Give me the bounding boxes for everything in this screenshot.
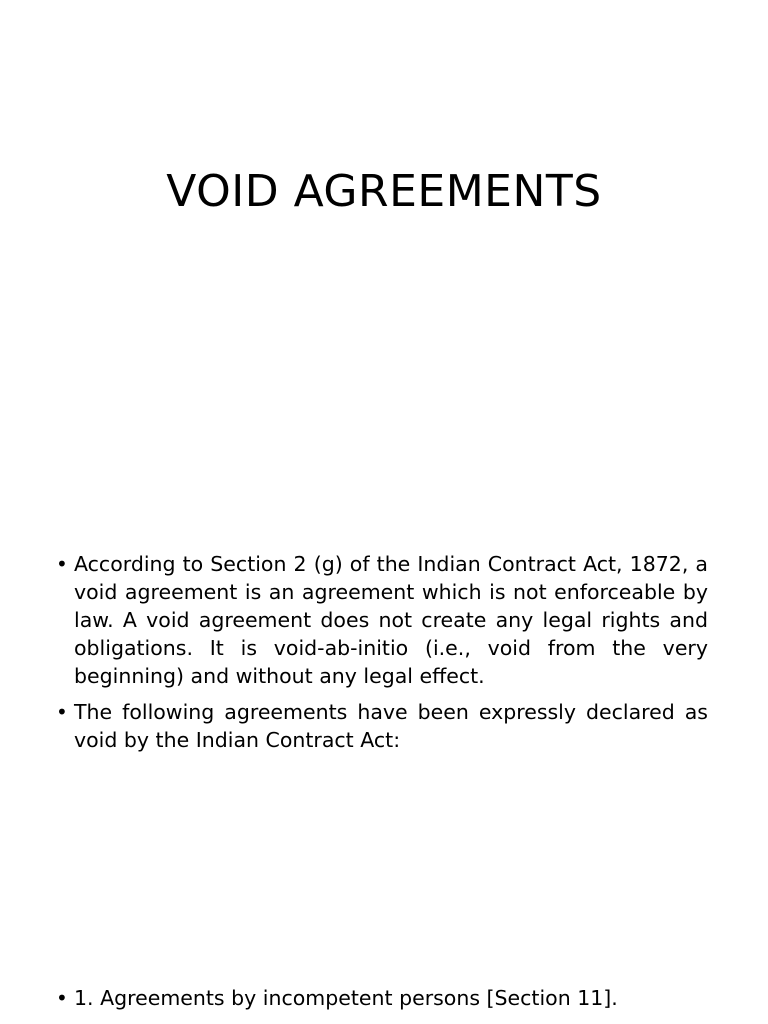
bullet-item: [56, 698, 708, 754]
bullet-dot-icon: •: [56, 700, 68, 724]
slide-content: [0, 512, 768, 1024]
bullet-item: [56, 984, 708, 1012]
bullet-list: [56, 550, 708, 762]
bullet-text: According to Section 2 (g) of the Indian Contract Act, 1872, a void agreement is an agreement which is not enforceable by law. A void agreement does not create any legal rights and obligations. It is void-ab-initio (i.e., void from the very beginning) and without any legal effect.: [74, 552, 708, 688]
bullet-text: The following agreements have been expressly declared as void by the Indian Contract Act:: [74, 700, 708, 752]
slide-title-heading: VOID AGREEMENTS: [166, 166, 602, 217]
bullet-dot-icon: •: [56, 986, 68, 1010]
bullet-text: 1. Agreements by incompetent persons [Section 11].: [74, 986, 618, 1010]
bullet-item: [56, 550, 708, 690]
numbered-bullet-list: [56, 984, 708, 1020]
bullet-dot-icon: •: [56, 552, 68, 576]
